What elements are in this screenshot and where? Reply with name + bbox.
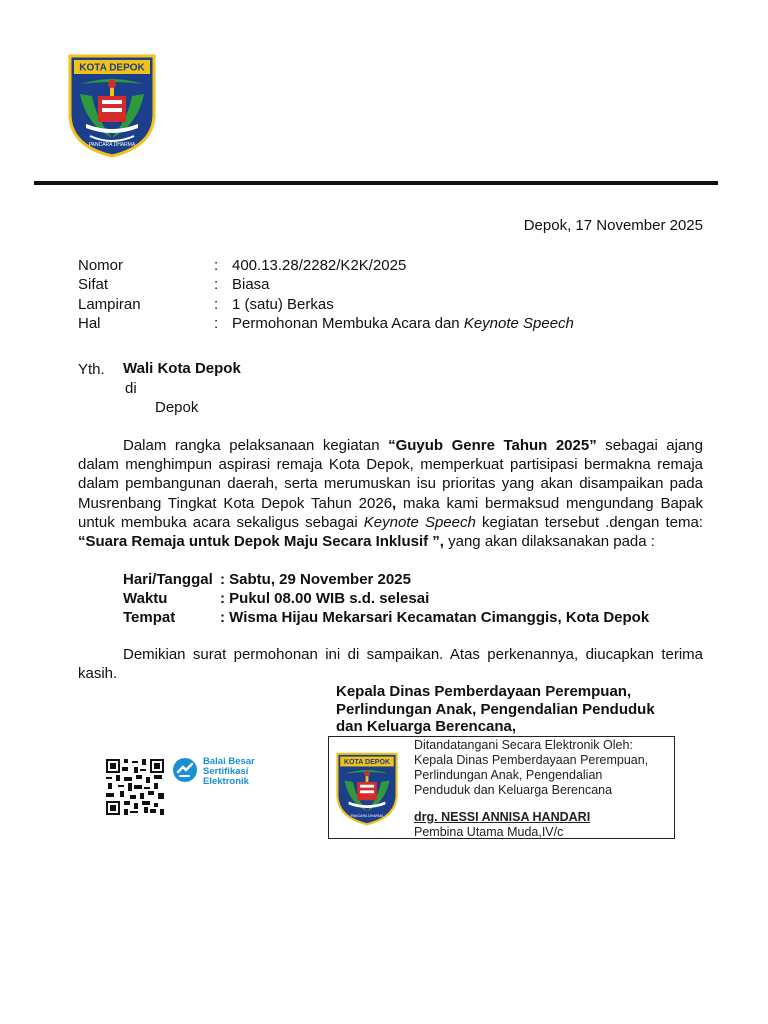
signatory-name: drg. NESSI ANNISA HANDARI — [414, 810, 591, 824]
logo-motto: PANCARA DHARMA — [88, 142, 136, 148]
letterhead-rule — [34, 181, 718, 185]
meta-colon: : — [214, 257, 219, 274]
p1-comma: , — [392, 494, 397, 512]
meta-value — [232, 315, 574, 332]
signature-details — [414, 738, 648, 840]
kota-depok-logo-small — [336, 751, 398, 827]
meta-value-italic: Keynote Speech — [463, 315, 574, 332]
signature-box-line: Penduduk dan Keluarga Berencana — [414, 783, 613, 797]
signature-box-line: Ditandatangani Secara Elektronik Oleh: — [414, 738, 633, 752]
bsre-label — [203, 757, 255, 786]
keynote-speech: Keynote Speech — [363, 513, 476, 531]
signature-title-line: Perlindungan Anak, Pengendalian Penduduk — [336, 700, 655, 718]
meta-value: 400.13.28/2282/K2K/2025 — [232, 257, 407, 274]
schedule-key: Waktu — [123, 590, 168, 607]
meta-key: Lampiran — [78, 296, 141, 313]
meta-key: Nomor — [78, 257, 124, 274]
schedule-key: Hari/Tanggal — [123, 571, 213, 588]
logo-small-motto: PANCARA DHARMA — [350, 814, 384, 819]
p1-text-e: yang akan dilaksanakan pada : — [443, 533, 655, 551]
signature-box-line: Kepala Dinas Pemberdayaan Perempuan, — [414, 753, 649, 767]
signature-title — [336, 683, 655, 736]
meta-colon: : — [214, 315, 219, 332]
bsre-line: Balai Besar — [203, 756, 255, 767]
logo-small-text: KOTA DEPOK — [343, 758, 391, 766]
bsre-line: Elektronik — [203, 775, 249, 787]
signatory-rank: Pembina Utama Muda,IV/c — [414, 825, 564, 839]
meta-row-lampiran — [78, 296, 334, 313]
signature-title-line: Kepala Dinas Pemberdayaan Perempuan, — [336, 683, 632, 700]
schedule-value: : Wisma Hijau Mekarsari Kecamatan Cimanggis, Kota Depok — [220, 609, 650, 626]
schedule-row-time — [123, 590, 429, 607]
meta-colon: : — [214, 276, 219, 293]
kota-depok-logo — [68, 54, 156, 158]
bsre-line: Sertifikasi — [203, 765, 249, 777]
meta-row-sifat — [78, 276, 270, 293]
body-paragraph-2 — [78, 645, 703, 683]
meta-value: 1 (satu) Berkas — [232, 296, 334, 313]
recipient-name: Wali Kota Depok — [123, 360, 241, 377]
meta-key: Hal — [78, 315, 101, 332]
logo-text: KOTA DEPOK — [79, 62, 145, 74]
meta-row-nomor — [78, 257, 406, 274]
body-paragraph-1 — [78, 436, 703, 551]
meta-colon: : — [214, 296, 219, 313]
bsre-logo-icon — [172, 757, 198, 783]
p2-text: Demikian surat permohonan ini di sampaikan. Atas perkenannya, diucapkan terima kasih. — [78, 646, 703, 683]
qr-code — [106, 759, 164, 815]
p1-text-d: kegiatan tersebut .dengan tema: — [475, 513, 703, 531]
recipient-place: Depok — [155, 399, 199, 416]
schedule-value: : Sabtu, 29 November 2025 — [220, 571, 411, 588]
meta-key: Sifat — [78, 276, 109, 293]
event-name: “Guyub Genre Tahun 2025” — [388, 437, 597, 454]
p1-text-a: Dalam rangka pelaksanaan kegiatan — [123, 437, 389, 454]
schedule-row-date — [123, 571, 411, 588]
letter-date: Depok, 17 November 2025 — [523, 217, 703, 234]
schedule-value: : Pukul 08.00 WIB s.d. selesai — [220, 590, 430, 607]
meta-value-text: Permohonan Membuka Acara dan — [232, 315, 464, 332]
signature-title-line: dan Keluarga Berencana, — [336, 718, 517, 735]
meta-row-hal — [78, 315, 574, 332]
p1-text-c: maka kami bermaksud mengundang Bapak untuk membuka acara sekaligus sebagai — [78, 494, 703, 531]
p1-text-b: sebagai ajang dalam menghimpun aspirasi remaja Kota Depok, memperkuat partisipasi bermakna remaja dalam pembangunan daerah, serta merumuskan isu prioritas yang akan disampaikan pada Musrenbang Tingkat Kota Depok Tahun 2026 — [78, 437, 703, 512]
schedule-row-place — [123, 609, 649, 626]
signature-box-line: Perlindungan Anak, Pengendalian — [414, 768, 603, 782]
recipient-di: di — [125, 380, 137, 397]
meta-value: Biasa — [232, 276, 270, 293]
schedule-key: Tempat — [123, 609, 176, 626]
recipient-yth: Yth. — [78, 361, 105, 378]
event-theme: “Suara Remaja untuk Depok Maju Secara Inklusif ”, — [78, 533, 444, 551]
